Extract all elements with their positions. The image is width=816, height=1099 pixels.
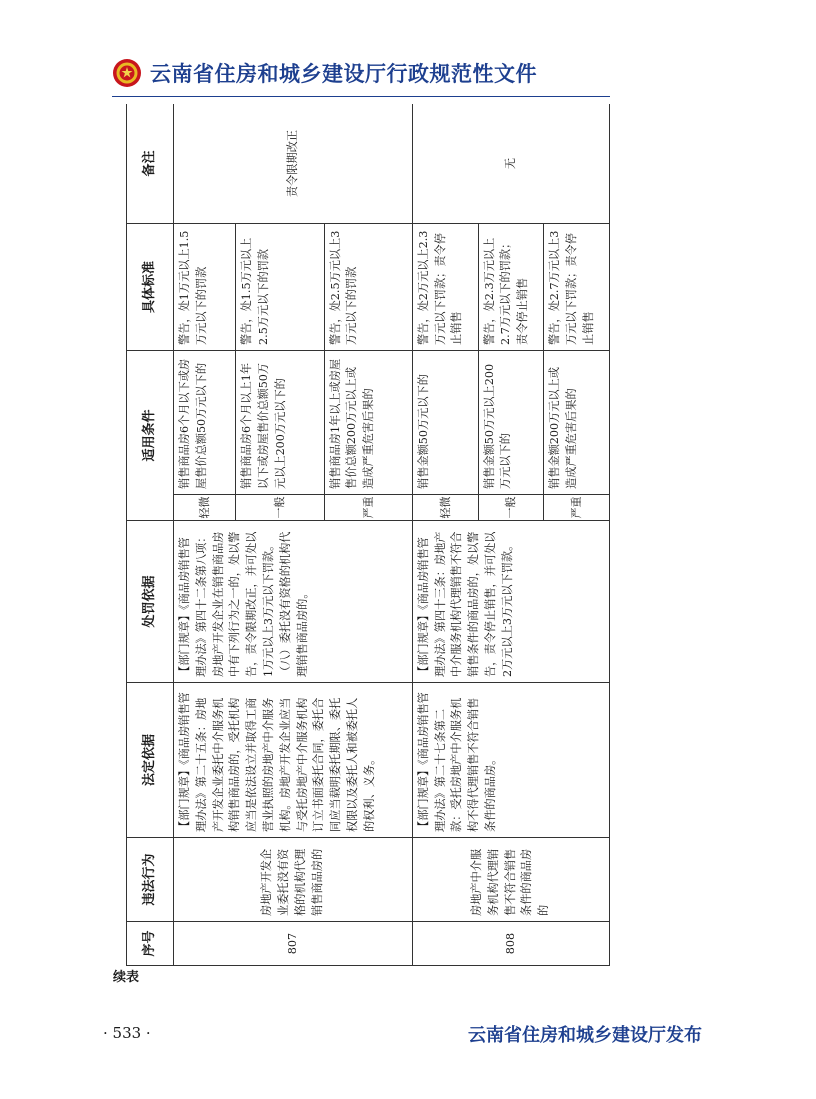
severity-cell: 严重 [324, 495, 412, 521]
condition-cell: 销售金额200万元以上或造成严重危害后果的 [544, 350, 610, 494]
table-row [412, 104, 478, 966]
legal-basis-cell: 【部门规章】《商品房销售管理办法》第二十七条第二款：受托房地产中介服务机构不得代理销售不符合销售条件的商品房。 [412, 683, 609, 838]
standard-cell: 警告，处2.5万元以上3万元以下的罚款 [324, 223, 412, 350]
header-condition: 适用条件 [127, 350, 174, 520]
standard-cell: 警告，处2万元以上2.3万元以下罚款；责令停止销售 [412, 223, 478, 350]
header-remark: 备注 [127, 104, 174, 223]
penalty-basis-cell: 【部门规章】《商品房销售管理办法》第四十二条第八项：房地产开发企业在销售商品房中有下列行为之一的，处以警告，责令限期改正，并可处以1万元以上3万元以下罚款。（八）委托没有资格的机构代理销售商品房的。 [174, 521, 413, 683]
penalty-standards-table [126, 104, 610, 966]
header-standard: 具体标准 [127, 223, 174, 350]
header-penalty-basis: 处罚依据 [127, 521, 174, 683]
violation-cell: 房地产开发企业委托没有资格的机构代理销售商品房的 [174, 838, 413, 922]
page-number: · 533 · [103, 1024, 151, 1042]
severity-cell: 一般 [236, 495, 324, 521]
header-legal-basis: 法定依据 [127, 683, 174, 838]
violation-cell: 房地产中介服务机构代理销售不符合销售条件的商品房的 [412, 838, 609, 922]
remark-cell: 责令限期改正 [174, 104, 413, 223]
condition-cell: 销售金额50万元以下的 [412, 350, 478, 494]
severity-cell: 一般 [478, 495, 544, 521]
header-no: 序号 [127, 922, 174, 966]
condition-cell: 销售商品房1年以上或房屋售价总额200万元以上或造成严重危害后果的 [324, 350, 412, 494]
rotated-table-wrapper [126, 104, 610, 966]
standard-cell: 警告，处1.5万元以上2.5万元以下的罚款 [236, 223, 324, 350]
header-violation: 违法行为 [127, 838, 174, 922]
table-header-row [127, 104, 174, 966]
legal-basis-cell: 【部门规章】《商品房销售管理办法》第二十五条：房地产开发企业委托中介服务机构销售商品房的，受托机构应当是依法设立并取得工商营业执照的房地产中介服务机构。房地产开发企业应当与受托房地产中介服务机构订立书面委托合同，委托合同应当载明委托期限、委托权限以及委托人和被委托人的权利、义务。 [174, 683, 413, 838]
penalty-basis-cell: 【部门规章】《商品房销售管理办法》第四十三条：房地产中介服务机构代理销售不符合销售条件的商品房的，处以警告，责令停止销售，并可处以2万元以上3万元以下罚款。 [412, 521, 609, 683]
penalty-table-container [126, 104, 610, 966]
standard-cell: 警告，处1万元以上1.5万元以下的罚款 [174, 223, 236, 350]
table-row [174, 104, 236, 966]
header-divider [112, 96, 610, 97]
severity-cell: 严重 [544, 495, 610, 521]
standard-cell: 警告，处2.3万元以上2.7万元以下的罚款；责令停止销售 [478, 223, 544, 350]
page-header [112, 55, 537, 91]
severity-cell: 轻微 [412, 495, 478, 521]
continued-table-label: 续表 [113, 970, 140, 985]
condition-cell: 销售金额50万元以上200万元以下的 [478, 350, 544, 494]
standard-cell: 警告，处2.7万元以上3万元以下罚款；责令停止销售 [544, 223, 610, 350]
remark-cell: 无 [412, 104, 609, 223]
row-number: 807 [174, 922, 413, 966]
condition-cell: 销售商品房6个月以下或房屋售价总额50万元以下的 [174, 350, 236, 494]
publisher-footer: 云南省住房和城乡建设厅发布 [468, 1025, 702, 1046]
severity-cell: 轻微 [174, 495, 236, 521]
national-emblem-icon [112, 58, 142, 88]
condition-cell: 销售商品房6个月以上1年以下或房屋售价总额50万元以上200万元以下的 [236, 350, 324, 494]
document-series-title: 云南省住房和城乡建设厅行政规范性文件 [150, 62, 537, 86]
row-number: 808 [412, 922, 609, 966]
